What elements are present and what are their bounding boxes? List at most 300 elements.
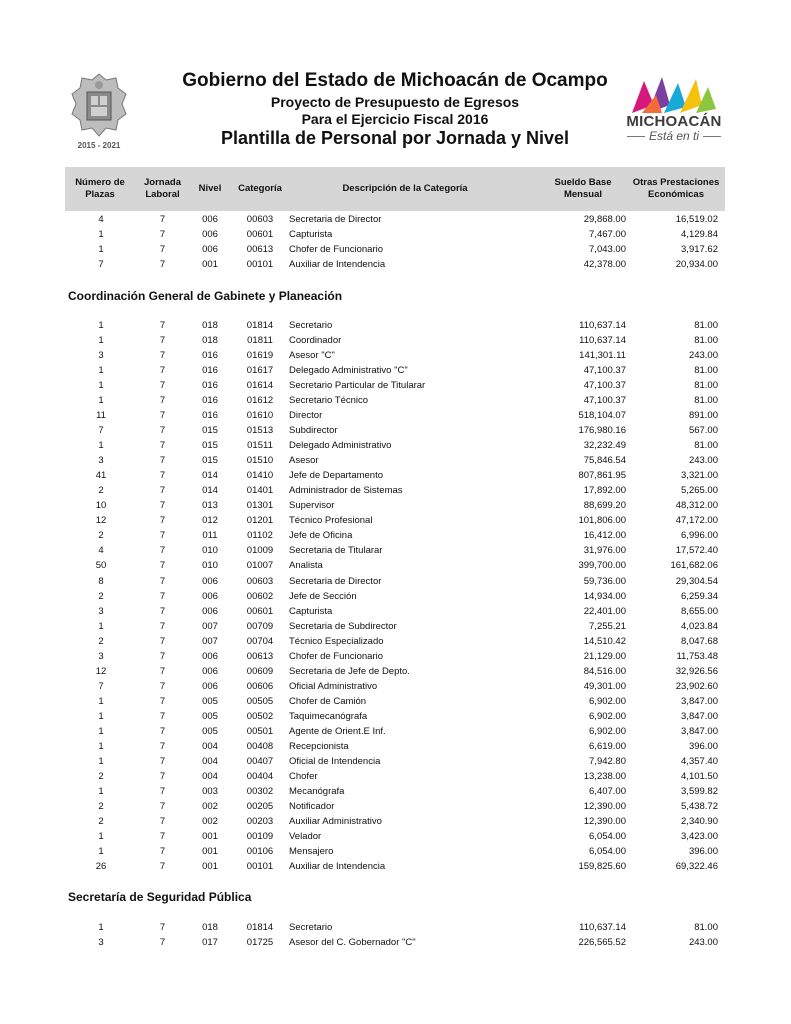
cell-nivel: 015: [202, 455, 218, 467]
cell-sueldo: 84,516.00: [583, 665, 626, 677]
table-row: [0, 212, 791, 227]
cell-categoria: 00502: [246, 710, 274, 722]
cell-descripcion: Secretaria de Subdirector: [289, 620, 397, 632]
table-row: [0, 935, 791, 950]
cell-sueldo: 110,637.14: [579, 320, 626, 331]
table-row: [0, 378, 791, 393]
cell-otras: 4,101.50: [681, 770, 718, 782]
state-seal: [66, 70, 132, 152]
cell-plazas: 1: [98, 380, 104, 392]
cell-jornada: 7: [159, 710, 166, 722]
cell-nivel: 016: [202, 365, 218, 377]
cell-jornada: 7: [159, 635, 166, 647]
cell-jornada: 7: [159, 485, 166, 497]
table-row: [0, 408, 791, 423]
cell-jornada: 7: [159, 575, 166, 587]
cell-nivel: 016: [202, 380, 218, 392]
cell-jornada: 7: [159, 470, 166, 482]
cell-nivel: 017: [202, 937, 218, 949]
table-row: [0, 679, 791, 694]
cell-descripcion: Secretario Particular de Titularar: [289, 380, 426, 392]
cell-descripcion: Administrador de Sistemas: [289, 485, 403, 497]
cell-plazas: 1: [98, 831, 104, 843]
cell-categoria: 00302: [246, 785, 274, 797]
cell-sueldo: 7,043.00: [589, 244, 626, 256]
cell-descripcion: Secretaria de Jefe de Depto.: [289, 665, 410, 677]
cell-sueldo: 6,054.00: [589, 831, 626, 843]
cell-jornada: 7: [159, 560, 166, 572]
cell-descripcion: Secretaria de Director: [289, 575, 382, 587]
cell-sueldo: 29,868.00: [583, 214, 626, 225]
cell-plazas: 1: [98, 440, 104, 452]
cell-descripcion: Jefe de Oficina: [289, 530, 353, 542]
cell-plazas: 8: [98, 575, 104, 587]
table-row: [0, 589, 791, 604]
cell-plazas: 1: [98, 335, 104, 347]
cell-jornada: 7: [159, 620, 166, 632]
cell-nivel: 001: [202, 831, 218, 843]
cell-sueldo: 14,934.00: [583, 590, 626, 602]
cell-nivel: 006: [202, 680, 218, 692]
cell-nivel: 012: [202, 515, 218, 527]
cell-jornada: 7: [159, 320, 166, 331]
cell-categoria: 00407: [246, 755, 274, 767]
table-row: [0, 604, 791, 619]
cell-nivel: 002: [202, 800, 218, 812]
cell-otras: 161,682.06: [670, 560, 718, 572]
cell-otras: 2,340.90: [681, 815, 718, 827]
cell-nivel: 001: [202, 861, 218, 873]
table-row: [0, 619, 791, 634]
cell-sueldo: 518,104.07: [578, 410, 626, 422]
cell-otras: 243.00: [688, 350, 718, 362]
col-header-descripcion: Descripción de la Categoría: [342, 183, 468, 194]
cell-descripcion: Mecanógrafa: [289, 785, 345, 797]
cell-sueldo: 17,892.00: [583, 485, 626, 497]
table-row: [0, 423, 791, 438]
cell-jornada: 7: [159, 695, 166, 707]
cell-jornada: 7: [159, 365, 166, 377]
cell-descripcion: Auxiliar Administrativo: [289, 815, 382, 827]
cell-nivel: 018: [202, 922, 218, 933]
cell-sueldo: 6,054.00: [589, 846, 626, 858]
table-row: [0, 363, 791, 378]
cell-sueldo: 31,976.00: [583, 545, 626, 557]
cell-sueldo: 22,401.00: [583, 605, 626, 617]
cell-sueldo: 399,700.00: [578, 560, 626, 572]
section-title-seguridad: Secretaría de Seguridad Pública: [68, 890, 252, 904]
cell-descripcion: Chofer: [289, 770, 318, 782]
cell-nivel: 013: [202, 500, 218, 512]
cell-jornada: 7: [159, 350, 166, 362]
cell-sueldo: 47,100.37: [583, 380, 626, 392]
table-row: [0, 348, 791, 363]
cell-jornada: 7: [159, 680, 166, 692]
cell-nivel: 015: [202, 425, 218, 437]
cell-sueldo: 807,861.95: [578, 470, 626, 482]
cell-plazas: 1: [98, 846, 104, 858]
cell-nivel: 016: [202, 395, 218, 407]
cell-categoria: 01619: [246, 350, 274, 362]
cell-categoria: 00101: [246, 861, 274, 873]
cell-sueldo: 47,100.37: [583, 365, 626, 377]
cell-plazas: 3: [98, 350, 104, 362]
cell-descripcion: Asesor "C": [289, 350, 335, 362]
cell-categoria: 01102: [247, 530, 273, 542]
cell-otras: 3,917.62: [681, 244, 718, 256]
cell-otras: 396.00: [688, 846, 718, 858]
cell-categoria: 00501: [246, 725, 274, 737]
cell-otras: 3,599.82: [681, 785, 718, 797]
cell-otras: 29,304.54: [675, 575, 718, 587]
cell-descripcion: Delegado Administrativo "C": [289, 365, 408, 377]
table-row: [0, 784, 791, 799]
cell-plazas: 3: [98, 937, 104, 949]
cell-categoria: 00603: [246, 214, 274, 225]
table-row: [0, 483, 791, 498]
cell-sueldo: 6,902.00: [589, 725, 626, 737]
cell-jornada: 7: [159, 665, 166, 677]
cell-otras: 8,047.68: [681, 635, 718, 647]
table-row: [0, 859, 791, 874]
cell-nivel: 005: [202, 695, 218, 707]
cell-jornada: 7: [159, 755, 166, 767]
cell-descripcion: Auxiliar de Intendencia: [289, 861, 386, 873]
col-header-sueldo: Sueldo Base Mensual: [554, 177, 612, 200]
cell-categoria: 00704: [246, 635, 274, 647]
cell-descripcion: Taquimecanógrafa: [289, 710, 368, 722]
cell-categoria: 00602: [246, 590, 274, 602]
cell-plazas: 1: [98, 785, 104, 797]
table-row: [0, 664, 791, 679]
cell-categoria: 00408: [246, 740, 274, 752]
cell-nivel: 006: [202, 665, 218, 677]
cell-sueldo: 13,238.00: [583, 770, 626, 782]
table-row: [0, 574, 791, 589]
cell-descripcion: Auxiliar de Intendencia: [289, 259, 386, 271]
cell-jornada: 7: [159, 380, 166, 392]
cell-otras: 5,265.00: [681, 485, 718, 497]
cell-nivel: 014: [202, 470, 218, 482]
cell-jornada: 7: [159, 500, 166, 512]
table-row: [0, 257, 791, 272]
cell-plazas: 3: [98, 455, 104, 467]
cell-plazas: 12: [95, 515, 107, 527]
cell-categoria: 00613: [246, 244, 274, 256]
table-row: [0, 498, 791, 513]
cell-otras: 6,996.00: [681, 530, 718, 542]
cell-otras: 3,423.00: [681, 831, 718, 843]
cell-otras: 16,519.02: [675, 214, 718, 225]
cell-descripcion: Técnico Especializado: [289, 635, 384, 647]
table-row: [0, 468, 791, 483]
cell-plazas: 41: [95, 470, 107, 482]
cell-jornada: 7: [159, 650, 166, 662]
cell-jornada: 7: [159, 605, 166, 617]
cell-sueldo: 12,390.00: [583, 800, 626, 812]
table-row: [0, 543, 791, 558]
cell-descripcion: Analista: [289, 560, 323, 572]
section-title-gabinete: Coordinación General de Gabinete y Planeación: [68, 289, 343, 303]
cell-plazas: 2: [98, 590, 104, 602]
cell-descripcion: Técnico Profesional: [289, 515, 373, 527]
cell-plazas: 3: [98, 605, 104, 617]
cell-plazas: 2: [98, 530, 104, 542]
cell-jornada: 7: [159, 214, 166, 225]
cell-otras: 3,847.00: [681, 695, 718, 707]
cell-jornada: 7: [159, 229, 166, 241]
cell-descripcion: Director: [289, 410, 323, 422]
cell-descripcion: Asesor del C. Gobernador "C": [289, 937, 416, 949]
cell-descripcion: Subdirector: [289, 425, 338, 437]
cell-sueldo: 7,255.21: [589, 620, 626, 632]
cell-sueldo: 49,301.00: [583, 680, 626, 692]
cell-descripcion: Capturista: [289, 229, 333, 241]
cell-otras: 11,753.48: [676, 650, 718, 662]
cell-otras: 81.00: [694, 320, 718, 331]
cell-plazas: 3: [98, 650, 104, 662]
cell-sueldo: 16,412.00: [583, 530, 626, 542]
cell-descripcion: Supervisor: [289, 500, 335, 512]
cell-plazas: 1: [98, 755, 104, 767]
cell-plazas: 1: [98, 229, 104, 241]
cell-sueldo: 110,637.14: [579, 335, 626, 347]
cell-nivel: 002: [202, 815, 218, 827]
cell-otras: 69,322.46: [675, 861, 718, 873]
cell-sueldo: 6,619.00: [589, 740, 626, 752]
cell-descripcion: Chofer de Funcionario: [289, 244, 383, 256]
cell-nivel: 005: [202, 710, 218, 722]
cell-otras: 48,312.00: [675, 500, 718, 512]
table-row: [0, 528, 791, 543]
cell-jornada: 7: [159, 259, 166, 271]
cell-categoria: 01511: [247, 440, 273, 452]
cell-plazas: 2: [98, 770, 104, 782]
cell-jornada: 7: [159, 800, 166, 812]
cell-categoria: 00709: [246, 620, 274, 632]
cell-otras: 23,902.60: [675, 680, 718, 692]
cell-categoria: 01510: [246, 455, 274, 467]
cell-jornada: 7: [159, 725, 166, 737]
cell-plazas: 1: [98, 695, 104, 707]
cell-plazas: 2: [98, 815, 104, 827]
cell-nivel: 006: [202, 650, 218, 662]
cell-descripcion: Jefe de Sección: [289, 590, 357, 602]
table-row: [0, 513, 791, 528]
cell-otras: 3,321.00: [681, 470, 718, 482]
cell-descripcion: Jefe de Departamento: [289, 470, 384, 482]
cell-sueldo: 6,902.00: [589, 695, 626, 707]
document-subtitle-2: Para el Ejercicio Fiscal 2016: [301, 111, 489, 127]
cell-categoria: 00109: [246, 831, 274, 843]
table-row: [0, 558, 791, 573]
table-row: [0, 453, 791, 468]
cell-categoria: 00601: [246, 229, 274, 241]
cell-sueldo: 110,637.14: [579, 922, 626, 933]
cell-sueldo: 21,129.00: [583, 650, 626, 662]
cell-categoria: 00404: [246, 770, 274, 782]
cell-nivel: 006: [202, 214, 218, 225]
cell-sueldo: 47,100.37: [583, 395, 626, 407]
cell-categoria: 01007: [246, 560, 274, 572]
cell-plazas: 1: [98, 244, 104, 256]
cell-nivel: 011: [202, 530, 218, 542]
cell-categoria: 01612: [246, 395, 274, 407]
cell-nivel: 006: [202, 575, 218, 587]
cell-categoria: 00601: [246, 605, 274, 617]
cell-sueldo: 32,232.49: [583, 440, 626, 452]
cell-categoria: 00101: [246, 259, 274, 271]
cell-sueldo: 42,378.00: [583, 259, 626, 271]
table-row: [0, 814, 791, 829]
table-row: [0, 769, 791, 784]
cell-nivel: 007: [202, 620, 218, 632]
cell-sueldo: 6,407.00: [589, 785, 626, 797]
cell-nivel: 006: [202, 605, 218, 617]
cell-descripcion: Delegado Administrativo: [289, 440, 392, 452]
cell-sueldo: 14,510.42: [583, 635, 626, 647]
table-row: [0, 844, 791, 859]
cell-otras: 81.00: [694, 922, 718, 933]
cell-sueldo: 7,942.80: [589, 755, 626, 767]
cell-sueldo: 88,699.20: [583, 500, 626, 512]
cell-categoria: 01811: [247, 335, 273, 347]
cell-sueldo: 226,565.52: [578, 937, 626, 949]
col-header-nivel: Nivel: [198, 183, 222, 194]
cell-categoria: 00603: [246, 575, 274, 587]
cell-descripcion: Asesor: [289, 455, 319, 467]
cell-plazas: 50: [95, 560, 107, 572]
document-subtitle-3: Plantilla de Personal por Jornada y Nivel: [220, 128, 570, 148]
cell-jornada: 7: [159, 831, 166, 843]
cell-plazas: 1: [98, 320, 104, 331]
seal-years: 2015 - 2021: [77, 141, 121, 150]
cell-categoria: 01617: [246, 365, 274, 377]
cell-categoria: 01401: [246, 485, 274, 497]
cell-jornada: 7: [159, 922, 166, 933]
cell-descripcion: Secretario: [289, 922, 333, 933]
cell-plazas: 4: [98, 214, 104, 225]
table-row: [0, 318, 791, 333]
cell-categoria: 01513: [246, 425, 274, 437]
cell-sueldo: 12,390.00: [583, 815, 626, 827]
document-title: Gobierno del Estado de Michoacán de Ocampo: [182, 70, 608, 91]
cell-nivel: 010: [202, 545, 218, 557]
cell-descripcion: Agente de Orient.E Inf.: [289, 725, 386, 737]
cell-otras: 81.00: [694, 440, 718, 452]
cell-nivel: 004: [202, 755, 218, 767]
logo-tagline: Está en ti: [622, 129, 726, 143]
cell-jornada: 7: [159, 590, 166, 602]
cell-sueldo: 141,301.11: [579, 350, 626, 362]
table-row: [0, 393, 791, 408]
cell-otras: 3,847.00: [681, 710, 718, 722]
cell-nivel: 018: [202, 320, 218, 331]
cell-descripcion: Secretario Técnico: [289, 395, 369, 407]
cell-plazas: 11: [96, 410, 106, 422]
cell-otras: 243.00: [688, 455, 718, 467]
cell-sueldo: 75,846.54: [583, 455, 626, 467]
cell-nivel: 007: [202, 635, 218, 647]
cell-plazas: 12: [95, 665, 107, 677]
cell-categoria: 00609: [246, 665, 274, 677]
table-row: [0, 242, 791, 257]
cell-descripcion: Chofer de Funcionario: [289, 650, 383, 662]
cell-otras: 81.00: [694, 335, 718, 347]
cell-categoria: 01814: [246, 320, 274, 331]
cell-nivel: 001: [202, 259, 218, 271]
cell-nivel: 001: [202, 846, 218, 858]
logo-wordmark: MICHOACÁN: [626, 113, 722, 130]
cell-descripcion: Secretaria de Director: [289, 214, 382, 225]
col-header-plazas: Número de Plazas: [75, 177, 125, 200]
cell-nivel: 004: [202, 770, 218, 782]
cell-categoria: 01301: [246, 500, 274, 512]
cell-otras: 32,926.56: [675, 665, 718, 677]
cell-jornada: 7: [159, 815, 166, 827]
cell-otras: 4,129.84: [681, 229, 718, 241]
cell-categoria: 00613: [246, 650, 274, 662]
cell-plazas: 1: [98, 395, 104, 407]
table-row: [0, 754, 791, 769]
cell-descripcion: Oficial Administrativo: [289, 680, 378, 692]
document-subtitle-1: Proyecto de Presupuesto de Egresos: [270, 94, 520, 110]
cell-plazas: 2: [98, 800, 104, 812]
cell-sueldo: 6,902.00: [589, 710, 626, 722]
cell-nivel: 016: [202, 410, 218, 422]
cell-categoria: 00505: [246, 695, 274, 707]
cell-sueldo: 101,806.00: [578, 515, 626, 527]
cell-jornada: 7: [159, 395, 166, 407]
col-header-categoria: Categoría: [238, 183, 282, 194]
table-row: [0, 829, 791, 844]
cell-categoria: 01201: [246, 515, 274, 527]
table-row: [0, 333, 791, 348]
cell-plazas: 1: [98, 710, 104, 722]
cell-descripcion: Recepcionista: [289, 740, 349, 752]
cell-plazas: 7: [98, 425, 104, 437]
cell-jornada: 7: [159, 545, 166, 557]
cell-jornada: 7: [159, 440, 166, 452]
cell-categoria: 00606: [246, 680, 274, 692]
cell-categoria: 00106: [246, 846, 274, 858]
table-row: [0, 694, 791, 709]
col-header-jornada: Jornada Laboral: [144, 177, 181, 200]
cell-otras: 567.00: [688, 425, 718, 437]
cell-otras: 47,172.00: [675, 515, 718, 527]
cell-nivel: 006: [202, 244, 218, 256]
cell-descripcion: Oficial de Intendencia: [289, 755, 381, 767]
cell-descripcion: Velador: [289, 831, 322, 843]
cell-plazas: 4: [98, 545, 104, 557]
cell-descripcion: Coordinador: [289, 335, 342, 347]
cell-plazas: 2: [98, 635, 104, 647]
cell-plazas: 1: [98, 740, 104, 752]
cell-categoria: 01814: [246, 922, 274, 933]
cell-otras: 396.00: [688, 740, 718, 752]
cell-otras: 891.00: [688, 410, 718, 422]
cell-jornada: 7: [159, 785, 166, 797]
cell-categoria: 01614: [246, 380, 274, 392]
cell-descripcion: Secretaria de Titularar: [289, 545, 383, 557]
cell-plazas: 1: [98, 725, 104, 737]
table-row: [0, 438, 791, 453]
col-header-otras: Otras Prestaciones Económicas: [632, 177, 720, 200]
cell-plazas: 1: [98, 365, 104, 377]
cell-otras: 6,259.34: [681, 590, 718, 602]
table-row: [0, 227, 791, 242]
cell-jornada: 7: [159, 740, 166, 752]
